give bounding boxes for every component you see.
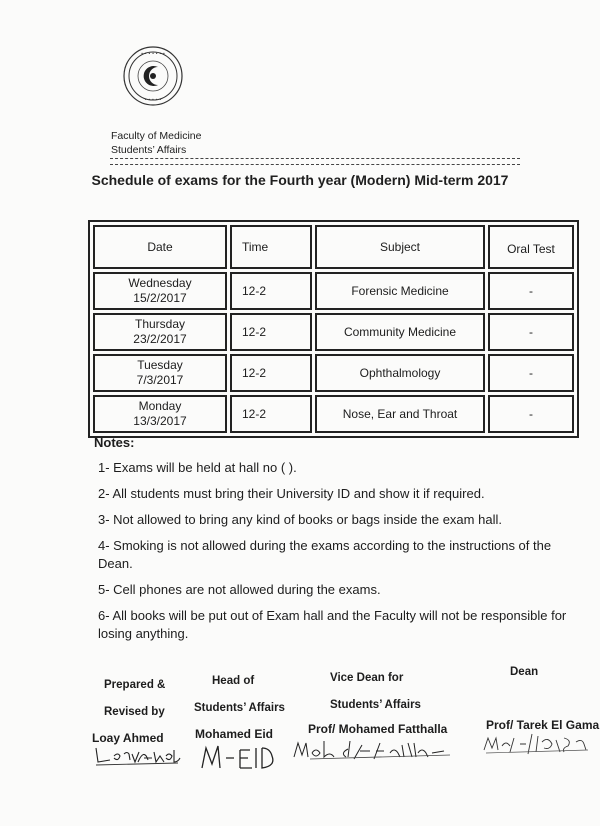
date-cell [93,395,227,433]
subject-cell: Nose, Ear and Throat [315,395,485,433]
letterhead [111,129,201,157]
subject-cell: Forensic Medicine [315,272,485,310]
signature-mohamed-eid [196,742,276,774]
header-divider [110,158,520,165]
signature-loay-ahmed [92,742,184,768]
signature-block-prepared [104,672,165,726]
role-line: Head of [212,675,255,687]
date: 13/3/2017 [133,414,187,428]
note-item: 5- Cell phones are not allowed during the exams. [98,582,381,597]
signature-block-dean [510,659,538,686]
oral-test-cell: - [488,354,574,392]
date-cell [93,272,227,310]
col-header-oral-test: Oral Test [488,225,574,269]
signature-mohamed-fatthalla [290,735,480,765]
note-item: 4- Smoking is not allowed during the exams according to the instructions of the Dean. [98,538,552,571]
day: Wednesday [128,276,192,290]
time-cell: 12-2 [230,395,312,433]
date: 23/2/2017 [133,332,187,346]
role-line: Students’ Affairs [194,702,285,714]
date-cell [93,354,227,392]
note-item: 3- Not allowed to bring any kind of books or bags inside the exam hall. [98,512,502,527]
subject-cell: Ophthalmology [315,354,485,392]
time-cell: 12-2 [230,272,312,310]
date: 7/3/2017 [136,373,184,387]
subject-cell: Community Medicine [315,313,485,351]
role-line: Prepared & [104,679,166,691]
oral-test-cell: - [488,272,574,310]
exam-schedule-table [88,220,579,438]
notes-heading: Notes: [94,435,135,450]
role-line: Revised by [104,706,165,718]
note-item: 2- All students must bring their University ID and show it if required. [98,486,485,501]
role-line: Dean [510,666,539,678]
faculty-name: Faculty of Medicine [111,130,202,142]
signatory-name: Prof/ Tarek El Gama [486,718,600,732]
role-line: Students’ Affairs [330,699,421,711]
date-cell [93,313,227,351]
table-row [93,272,574,310]
note-item: 6- All books will be put out of Exam hall and the Faculty will not be responsible for losing anything. [98,608,567,641]
day: Tuesday [137,358,183,372]
oral-test-cell: - [488,395,574,433]
table-row [93,313,574,351]
role-line: Vice Dean for [330,672,404,684]
table-row [93,354,574,392]
notes-list [98,459,578,651]
signature-block-vice-dean [330,665,421,719]
time-cell: 12-2 [230,354,312,392]
signatory-name: Mohamed Eid [195,727,274,741]
col-header-time: Time [230,225,312,269]
department-name: Students’ Affairs [111,144,187,156]
day: Monday [138,399,182,413]
page-title: Schedule of exams for the Fourth year (Modern) Mid-term 2017 [91,172,509,188]
signature-block-head [194,668,294,722]
signature-tarek-el-gama [480,730,595,758]
day: Thursday [134,317,186,331]
svg-text:• • • • • • •: • • • • • • • [140,51,166,56]
col-header-date: Date [93,225,227,269]
faculty-seal-logo [122,45,184,107]
col-header-subject: Subject [315,225,485,269]
date: 15/2/2017 [133,291,187,305]
time-cell: 12-2 [230,313,312,351]
signatory-name: Prof/ Mohamed Fatthalla [308,722,448,736]
table-header-row [93,225,574,269]
table-row [93,395,574,433]
note-item: 1- Exams will be held at hall no ( ). [98,460,297,475]
oral-test-cell: - [488,313,574,351]
svg-text:• • • • •: • • • • • [144,97,162,102]
signatory-name: Loay Ahmed [92,731,164,745]
